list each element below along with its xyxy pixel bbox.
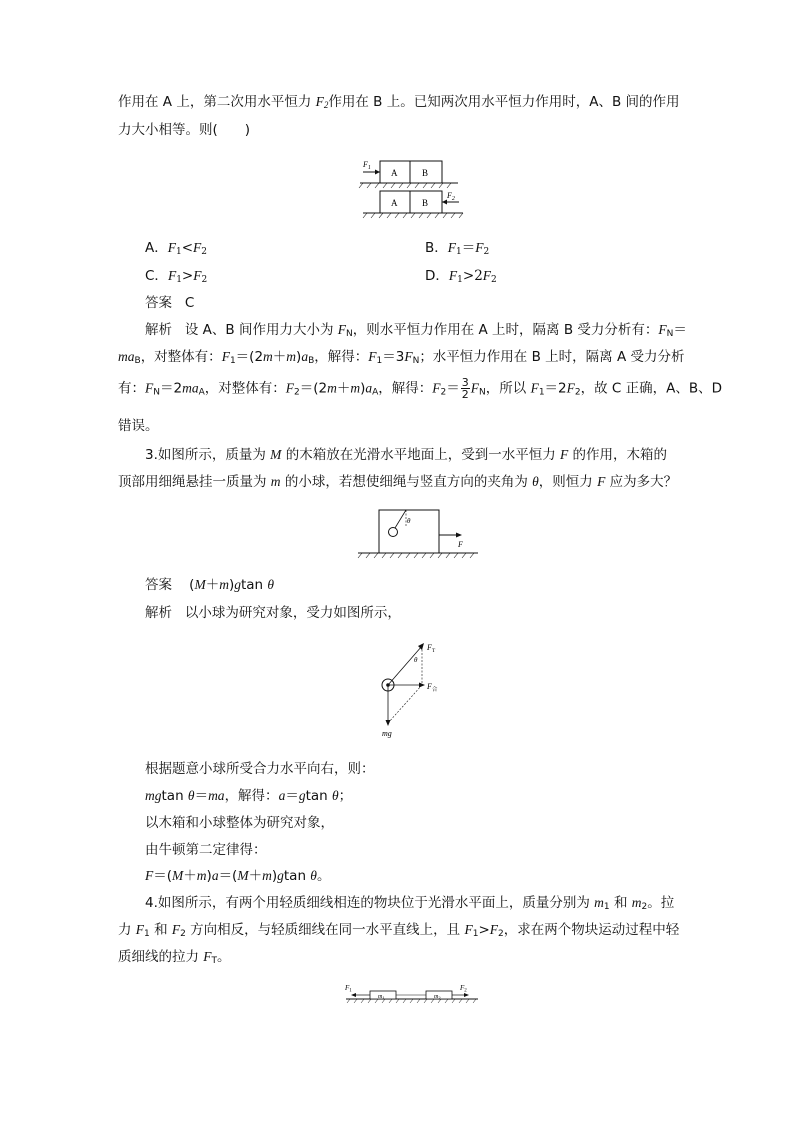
- figure-blocks-ab: [355, 155, 475, 220]
- analysis-1-line-4: 错误。: [118, 418, 159, 434]
- bottom-block-a-label: A: [391, 198, 398, 208]
- analysis-3-line-3: mgtan θ＝ma，解得：a＝gtan θ；: [145, 788, 353, 804]
- top-block-b-label: B: [422, 168, 429, 178]
- figure-box-pendulum: [356, 505, 486, 560]
- option-b: B．$F_1=F_2$: [425, 240, 490, 257]
- intro-line-1: 作用在 A 上，第二次用水平恒力 $F_2$作用在 B 上。已知两次用水平恒力作用时，A、B 间的作用: [118, 94, 680, 110]
- analysis-3-line-4: 以木箱和小球整体为研究对象，: [145, 815, 334, 831]
- top-force-label: $F_1$: [363, 160, 371, 171]
- left-force-label: $F_1$: [345, 984, 352, 994]
- option-c: C．$F_1>F_2$: [145, 268, 208, 285]
- intro-line-2: 力大小相等。则( ): [118, 122, 251, 138]
- q4-line-3: 质细线的拉力 $F_T$。: [118, 949, 231, 966]
- q3-line-1: 3.如图所示，质量为 M 的木箱放在光滑水平地面上，受到一水平恒力 F 的作用，木箱的: [145, 447, 668, 463]
- analysis-3-line-5: 由牛顿第二定律得：: [145, 842, 267, 858]
- bottom-block-b-label: B: [422, 198, 429, 208]
- right-force-label: $F_2$: [460, 984, 467, 994]
- net-force-label: $F_合$: [427, 682, 438, 693]
- ball-center: [386, 683, 390, 687]
- analysis-1-line-3: 有：$F_N=2ma_A$，对整体有：$F_2=(2m+m)a_A$，解得：$F_2=$ $\frac{3}{2}$ $F_N$，所以 $F_1=2F_2$，故 C 正确，A、B、D: [118, 376, 723, 401]
- q4-line-1: 4.如图所示，有两个用轻质细线相连的物块位于光滑水平面上，质量分别为 $m_1$ 和 $m_2$。拉: [145, 895, 675, 912]
- m2-label: $m_2$: [434, 994, 441, 1001]
- analysis-1-line-1: 解析 设 A、B 间作用力大小为 $F_N$，则水平恒力作用在 A 上时，隔离 B 受力分析有：$F_N=$: [145, 322, 687, 339]
- figure-two-masses: [342, 980, 482, 1010]
- answer-1: 答案 C: [145, 295, 195, 311]
- box-angle-label: θ: [407, 517, 411, 525]
- analysis-3-line-2: 根据题意小球所受合力水平向右，则：: [145, 761, 375, 777]
- diagram-angle-label: θ: [414, 656, 418, 664]
- q3-line-2: 顶部用细绳悬挂一质量为 m 的小球，若想使细绳与竖直方向的夹角为 θ，则恒力 F 应为多大？: [118, 474, 678, 490]
- m1-label: $m_1$: [378, 994, 385, 1001]
- q4-line-2: 力 $F_1$ 和 $F_2$ 方向相反，与轻质细线在同一水平直线上，且 $F_1>F_2$，求在两个物块运动过程中轻: [118, 922, 680, 939]
- tension-label: $F_T$: [427, 643, 436, 654]
- hanging-ball: [389, 528, 398, 537]
- bottom-force-label: $F_2$: [447, 191, 455, 202]
- analysis-3-line-1: 解析 以小球为研究对象，受力如图所示，: [145, 605, 401, 621]
- f2-symbol: $F_2$: [315, 94, 329, 110]
- analysis-1-line-2: $ma_B$，对整体有：$F_1=(2m+m)a_B$，解得：$F_1=3F_N$；水平恒力作用在 B 上时，隔离 A 受力分析: [118, 349, 685, 366]
- figure-force-diagram: [370, 638, 460, 743]
- weight-label: mg: [382, 729, 392, 738]
- box-force-label: F: [458, 540, 463, 549]
- option-a: A．$F_1<F_2$: [145, 240, 208, 257]
- top-block-a-label: A: [391, 168, 398, 178]
- option-d: D．$F_1>2F_2$: [425, 268, 497, 285]
- fraction-3-2: $\frac{3}{2}$: [461, 376, 469, 401]
- answer-3: 答案 (M＋m)gtan θ: [145, 577, 275, 593]
- analysis-3-line-6: F＝(M＋m)a＝(M＋m)gtan θ。: [145, 868, 331, 884]
